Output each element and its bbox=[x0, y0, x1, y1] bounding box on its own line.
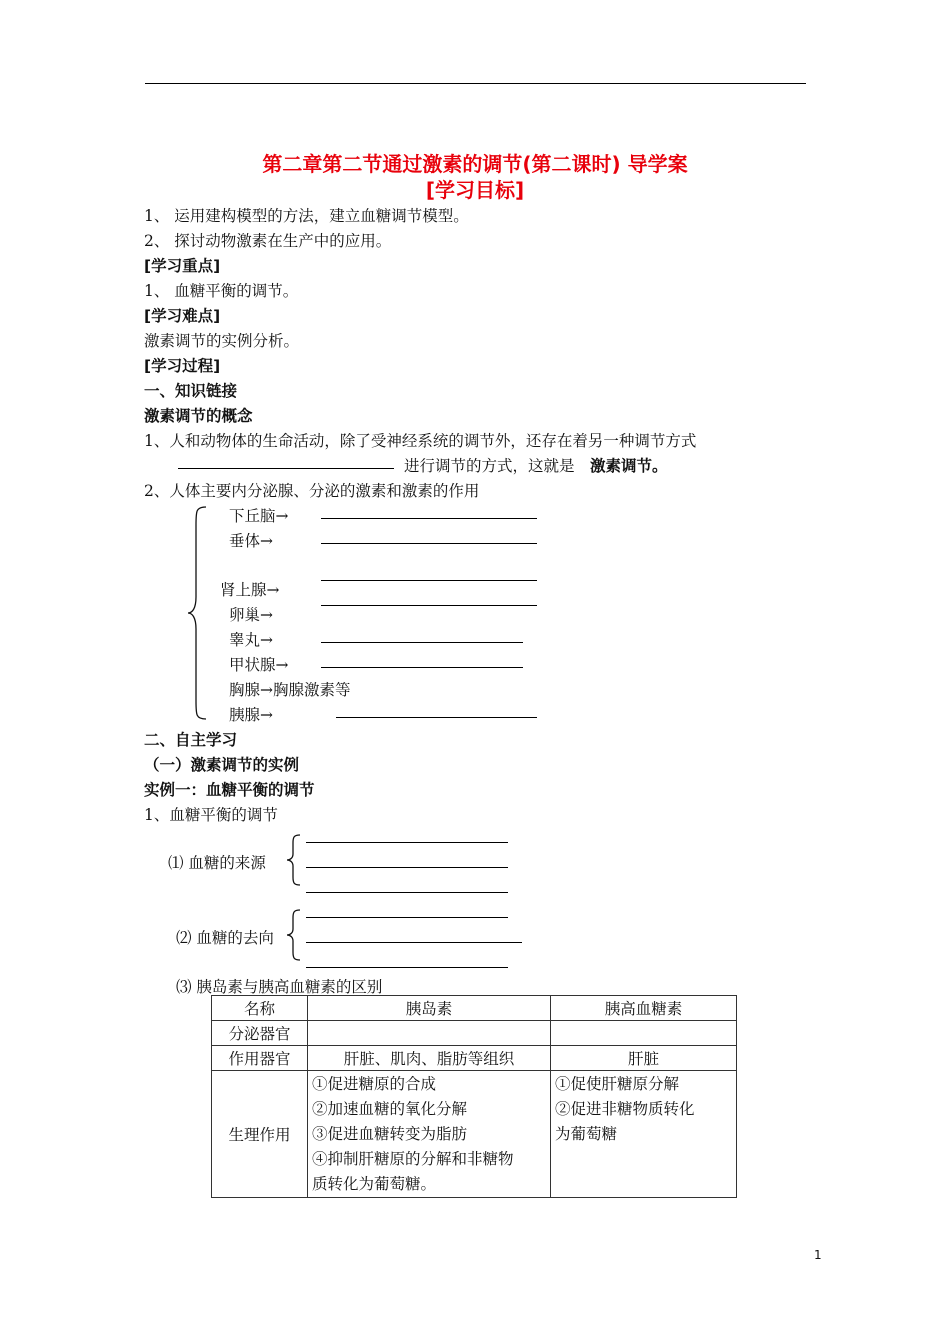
table-header-name: 名称 bbox=[212, 996, 308, 1021]
row-label-physiological-effect: 生理作用 bbox=[212, 1071, 308, 1198]
destination-blank[interactable] bbox=[306, 942, 522, 943]
hormone-difference-label: ⑶ 胰岛素与胰高血糖素的区别 bbox=[176, 978, 383, 996]
row-label-target-organ: 作用器官 bbox=[212, 1046, 308, 1071]
difficulty-text: 激素调节的实例分析。 bbox=[144, 332, 300, 350]
gland-pancreas: 胰腺→ bbox=[229, 706, 273, 724]
table-row bbox=[212, 1071, 737, 1198]
example1-heading: 实例一：血糖平衡的调节 bbox=[144, 781, 315, 799]
cell-insulin-effects bbox=[308, 1071, 551, 1198]
source-blank[interactable] bbox=[306, 867, 508, 868]
table-header-glucagon: 胰高血糖素 bbox=[551, 996, 737, 1021]
item-1: 1、血糖平衡的调节 bbox=[144, 806, 278, 824]
gland-pituitary: 垂体→ bbox=[229, 532, 273, 550]
source-blank[interactable] bbox=[306, 842, 508, 843]
blood-sugar-source-label: ⑴ 血糖的来源 bbox=[168, 854, 266, 872]
q1-answer-blank[interactable] bbox=[178, 468, 394, 469]
source-blank[interactable] bbox=[306, 892, 508, 893]
gland-testis: 睾丸→ bbox=[229, 631, 273, 649]
glucagon-effect: 为葡萄糖 bbox=[555, 1125, 618, 1143]
question-1: 1、人和动物体的生命活动，除了受神经系统的调节外，还存在着另一种调节方式 bbox=[144, 432, 697, 450]
insulin-effect: 质转化为葡萄糖。 bbox=[312, 1175, 437, 1193]
gland-thymus: 胸腺→胸腺激素等 bbox=[229, 681, 351, 699]
gland-blank[interactable] bbox=[321, 642, 523, 643]
destination-brace bbox=[284, 908, 304, 962]
gland-blank[interactable] bbox=[321, 518, 537, 519]
q1-bold-term: 激素调节。 bbox=[590, 457, 668, 475]
difficulty-heading: [学习难点] bbox=[144, 307, 221, 325]
objective-1: 1、 运用建构模型的方法，建立血糖调节模型。 bbox=[144, 207, 469, 225]
cell-insulin-target-organ: 肝脏、肌肉、脂肪等组织 bbox=[308, 1046, 551, 1071]
cell-glucagon-target-organ: 肝脏 bbox=[551, 1046, 737, 1071]
key-points-heading: [学习重点] bbox=[144, 257, 221, 275]
insulin-effect: ②加速血糖的氧化分解 bbox=[312, 1100, 468, 1118]
concept-heading: 激素调节的概念 bbox=[144, 407, 253, 425]
hormone-comparison-table bbox=[211, 995, 737, 1198]
cell-insulin-secreting-organ[interactable] bbox=[308, 1021, 551, 1046]
gland-blank[interactable] bbox=[321, 667, 523, 668]
key-point-text: 1、 血糖平衡的调节。 bbox=[144, 282, 299, 300]
objective-2: 2、 探讨动物激素在生产中的应用。 bbox=[144, 232, 392, 250]
process-heading: [学习过程] bbox=[144, 357, 221, 375]
glucagon-effect: ②促进非糖物质转化 bbox=[555, 1100, 695, 1118]
header-rule bbox=[145, 83, 806, 84]
page-number: 1 bbox=[814, 1248, 822, 1262]
destination-blank[interactable] bbox=[306, 967, 508, 968]
row-label-secreting-organ: 分泌器官 bbox=[212, 1021, 308, 1046]
glucagon-effect: ①促使肝糖原分解 bbox=[555, 1075, 680, 1093]
table-row bbox=[212, 1021, 737, 1046]
q1-after-blank: 进行调节的方式，这就是 bbox=[404, 457, 575, 475]
cell-glucagon-effects bbox=[551, 1071, 737, 1198]
gland-thyroid: 甲状腺→ bbox=[229, 656, 289, 674]
source-brace bbox=[284, 833, 304, 887]
sub1-heading: （一）激素调节的实例 bbox=[144, 756, 300, 774]
glands-brace bbox=[186, 505, 210, 721]
page-title: 第二章第二节通过激素的调节(第二课时) 导学案 bbox=[262, 152, 688, 176]
section2-heading: 二、自主学习 bbox=[144, 731, 238, 749]
cell-glucagon-secreting-organ[interactable] bbox=[551, 1021, 737, 1046]
table-row bbox=[212, 1046, 737, 1071]
blood-sugar-destination-label: ⑵ 血糖的去向 bbox=[176, 929, 274, 947]
table-row bbox=[212, 996, 737, 1021]
insulin-effect: ④抑制肝糖原的分解和非糖物 bbox=[312, 1150, 514, 1168]
gland-ovary: 卵巢→ bbox=[229, 606, 273, 624]
gland-blank[interactable] bbox=[321, 543, 537, 544]
section1-heading: 一、知识链接 bbox=[144, 382, 238, 400]
gland-blank[interactable] bbox=[321, 605, 537, 606]
destination-blank[interactable] bbox=[306, 917, 508, 918]
insulin-effect: ③促进血糖转变为脂肪 bbox=[312, 1125, 468, 1143]
gland-blank[interactable] bbox=[321, 580, 537, 581]
gland-hypothalamus: 下丘脑→ bbox=[229, 507, 289, 525]
table-header-insulin: 胰岛素 bbox=[308, 996, 551, 1021]
gland-adrenal: 肾上腺→ bbox=[220, 581, 280, 599]
objectives-heading: [学习目标] bbox=[425, 178, 525, 202]
question-2: 2、人体主要内分泌腺、分泌的激素和激素的作用 bbox=[144, 482, 480, 500]
insulin-effect: ①促进糖原的合成 bbox=[312, 1075, 437, 1093]
gland-blank[interactable] bbox=[336, 717, 537, 718]
